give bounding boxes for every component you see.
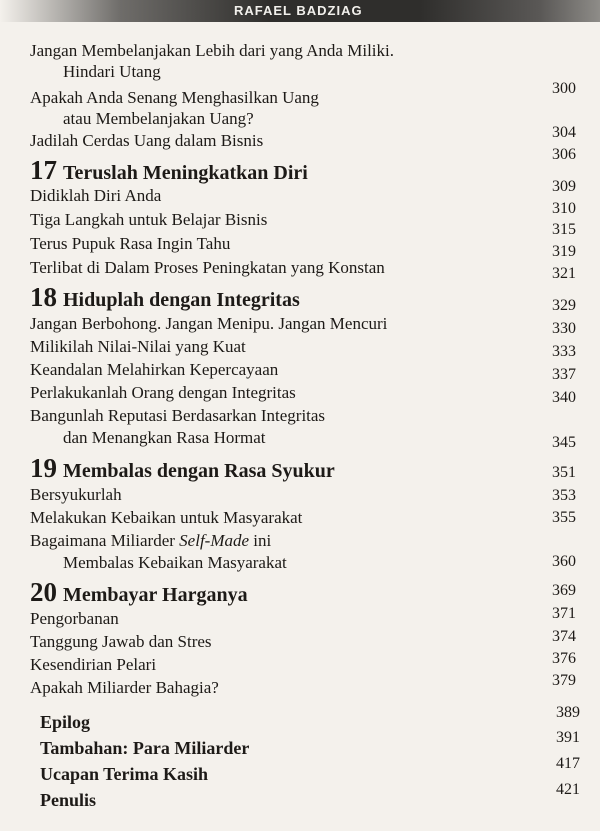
toc-entry: Jangan Berbohong. Jangan Menipu. Jangan Mencuri — [30, 314, 388, 333]
toc-entry: Melakukan Kebaikan untuk Masyarakat — [30, 508, 303, 527]
toc-entry: Kesendirian Pelari — [30, 655, 157, 674]
toc-entry: Tiga Langkah untuk Belajar Bisnis — [30, 210, 268, 229]
toc-entry-continued: Membalas Kebaikan Masyarakat — [63, 553, 287, 572]
page-number: 319 — [552, 243, 576, 260]
toc-entry: Apakah Miliarder Bahagia? — [30, 678, 219, 697]
page-number: 353 — [552, 487, 576, 504]
toc-entry-continued: atau Membelanjakan Uang? — [63, 109, 254, 128]
toc-entry: Pengorbanan — [30, 609, 119, 628]
page-number: 371 — [552, 605, 576, 622]
chapter-number: 20 — [30, 577, 57, 607]
chapter-title: Teruslah Meningkatkan Diri — [63, 162, 308, 184]
page-number: 330 — [552, 320, 576, 337]
toc-entry: Jadilah Cerdas Uang dalam Bisnis — [30, 131, 264, 150]
page-number: 351 — [552, 464, 576, 481]
entry-emphasis: Self-Made — [179, 531, 250, 550]
back-matter-entry: Penulis — [40, 790, 97, 810]
page-number: 321 — [552, 265, 576, 282]
toc-entry: Bersyukurlah — [30, 485, 122, 504]
running-head: RAFAEL BADZIAG — [234, 3, 363, 18]
toc-entry: Terlibat di Dalam Proses Peningkatan yang Konstan — [30, 258, 385, 277]
entry-text: ini — [249, 531, 272, 550]
chapter-title: Membayar Harganya — [63, 584, 248, 606]
page-number: 345 — [552, 434, 576, 451]
chapter-heading — [30, 577, 248, 607]
toc-entry — [30, 531, 271, 551]
page-number: 417 — [556, 755, 580, 772]
toc-entry: Keandalan Melahirkan Kepercayaan — [30, 360, 279, 379]
chapter-heading — [30, 453, 335, 483]
toc-entry: Didiklah Diri Anda — [30, 186, 162, 205]
page-number: 421 — [556, 781, 580, 798]
page-number: 329 — [552, 297, 576, 314]
page-number: 309 — [552, 178, 576, 195]
toc-entry-continued: dan Menangkan Rasa Hormat — [63, 428, 266, 447]
back-matter-entry: Ucapan Terima Kasih — [40, 764, 209, 784]
back-matter-entry: Tambahan: Para Miliarder — [40, 738, 250, 758]
page-number: 391 — [556, 729, 580, 746]
chapter-number: 18 — [30, 282, 57, 312]
page-number: 337 — [552, 366, 576, 383]
chapter-number: 19 — [30, 453, 57, 483]
page-number: 310 — [552, 200, 576, 217]
toc-entry-continued: Hindari Utang — [63, 62, 161, 81]
toc-entry: Tanggung Jawab dan Stres — [30, 632, 212, 651]
page-number: 376 — [552, 650, 576, 667]
toc-entry: Jangan Membelanjakan Lebih dari yang Anda Miliki. — [30, 41, 394, 60]
chapter-title: Hiduplah dengan Integritas — [63, 289, 300, 311]
toc-entry: Milikilah Nilai-Nilai yang Kuat — [30, 337, 246, 356]
page-number: 389 — [556, 704, 580, 721]
chapter-title: Membalas dengan Rasa Syukur — [63, 460, 335, 482]
entry-text: Bagaimana Miliarder — [30, 531, 180, 550]
page-number: 300 — [552, 80, 576, 97]
back-matter-entry: Epilog — [40, 712, 91, 732]
page-number: 315 — [552, 221, 576, 238]
toc-entry: Bangunlah Reputasi Berdasarkan Integritas — [30, 406, 326, 425]
toc-entry: Terus Pupuk Rasa Ingin Tahu — [30, 234, 231, 253]
page-number: 369 — [552, 582, 576, 599]
page-number: 333 — [552, 343, 576, 360]
page-number: 360 — [552, 553, 576, 570]
chapter-heading — [30, 155, 308, 185]
page-number: 379 — [552, 672, 576, 689]
page-number: 304 — [552, 124, 576, 141]
chapter-number: 17 — [30, 155, 57, 185]
toc-entry: Apakah Anda Senang Menghasilkan Uang — [30, 88, 319, 107]
page-number: 340 — [552, 389, 576, 406]
chapter-heading — [30, 282, 300, 312]
toc-entry: Perlakukanlah Orang dengan Integritas — [30, 383, 296, 402]
page-number: 374 — [552, 628, 576, 645]
page-number: 306 — [552, 146, 576, 163]
page-number: 355 — [552, 509, 576, 526]
